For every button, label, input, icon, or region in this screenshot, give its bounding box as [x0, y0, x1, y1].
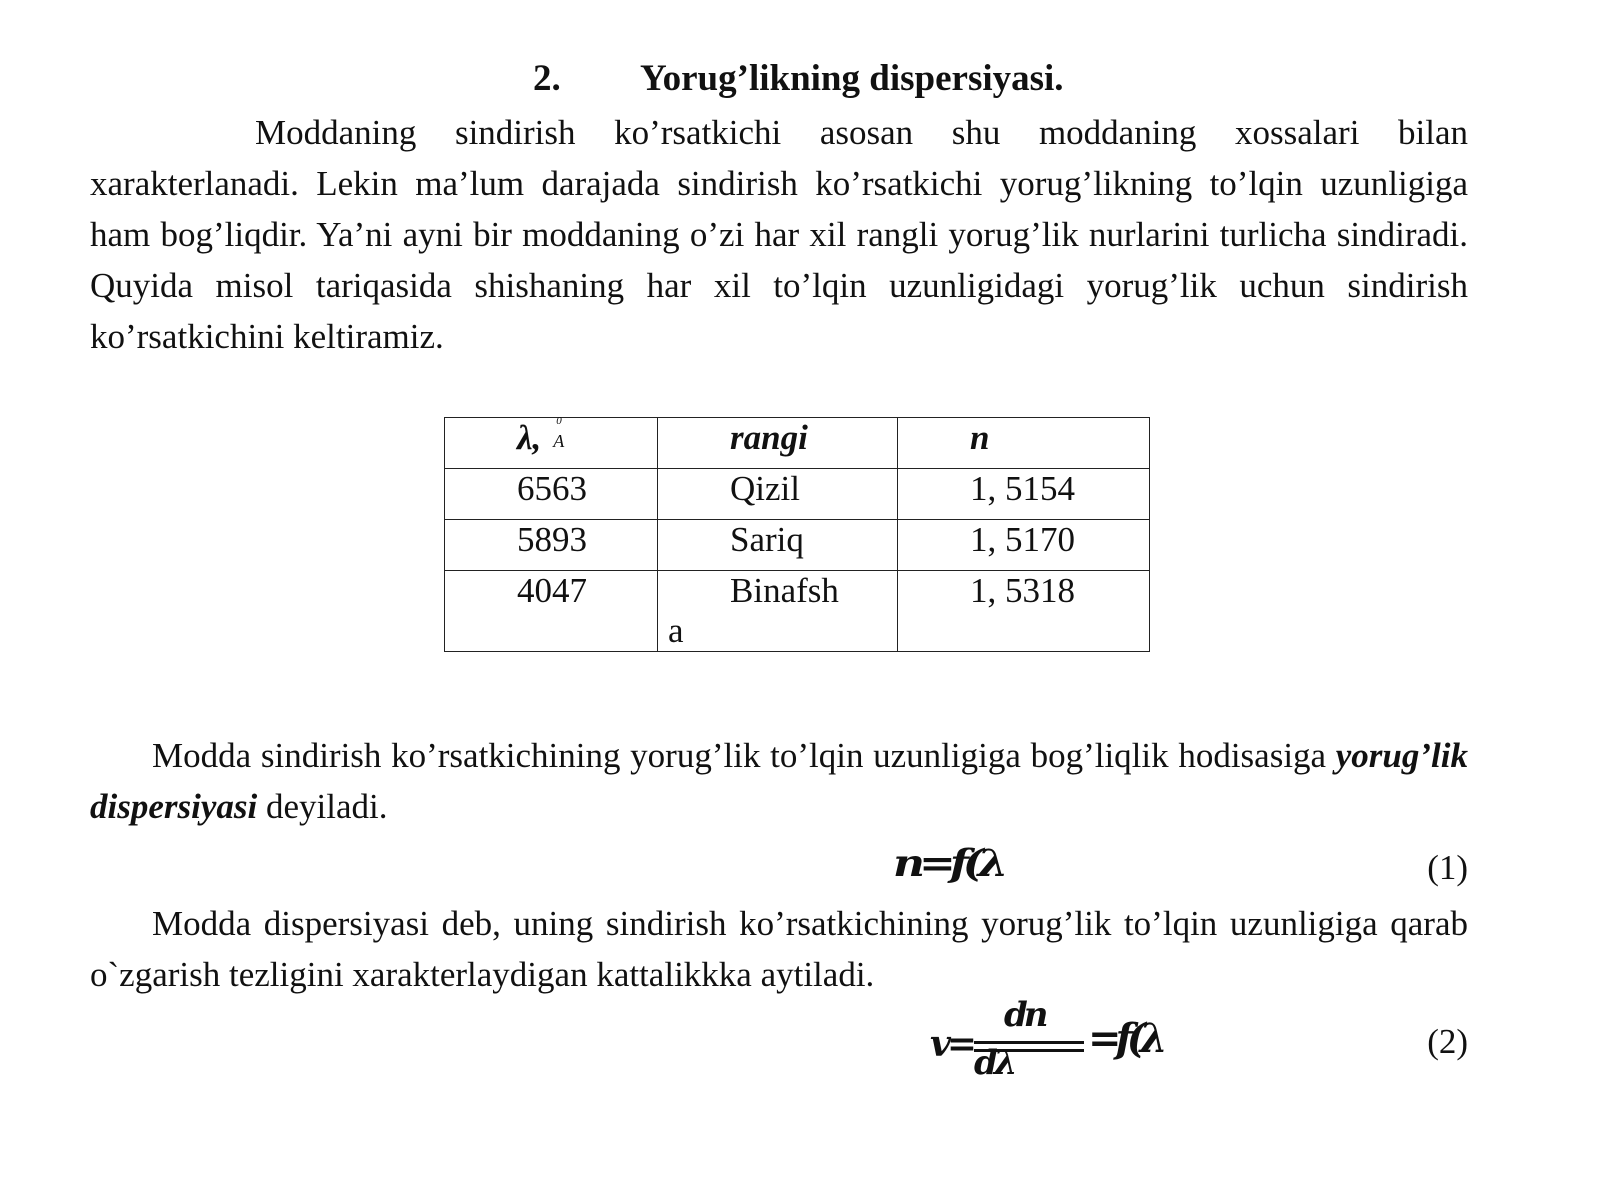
intro-paragraph: Moddaning sindirish ko’rsatkichi asosan shu moddaning xossalari bilan xarakterlanadi. Lekin ma’lum darajada sindirish ko’rsatkichi yorug’likning to’lqin uzunligiga ham bog’liqdir. Ya’ni ayni bir moddaning o’zi har xil rangli yorug’lik nurlarini turlicha sindiradi. Quyida misol tariqasida shishaning har xil to’lqin uzunligidagi yorug’lik uchun sindirish ko’rsatkichini keltiramiz.: [90, 113, 1468, 356]
table-row: [445, 571, 1150, 652]
cell-color: Qizil: [658, 469, 898, 520]
lambda-symbol: λ,: [517, 418, 542, 457]
equation-number-1: (1): [1427, 848, 1468, 887]
header-color: rangi: [658, 418, 898, 469]
header-n: n: [898, 418, 1150, 469]
cell-color: [658, 571, 898, 652]
cell-wavelength: 4047: [445, 571, 658, 652]
cell-n: 1, 5154: [898, 469, 1150, 520]
cell-color-text: Binafsh: [730, 571, 839, 610]
angstrom-letter: A: [553, 431, 565, 451]
formula-2-numerator: dn: [1004, 995, 1045, 1035]
definition-text: Modda sindirish ko’rsatkichining yorug’lik to’lqin uzunligiga bog’liqlik hodisasiga: [152, 736, 1327, 775]
dispersion-paragraph: Modda dispersiyasi deb, uning sindirish ko’rsatkichining yorug’lik to’lqin uzunligiga qarab o`zgarish tezligini xarakterlaydigan kattalikkka aytiladi.: [90, 904, 1468, 994]
definition-paragraph: [90, 730, 1468, 832]
cell-wavelength: 5893: [445, 520, 658, 571]
angstrom-ring: 0: [556, 415, 562, 427]
table-row: [445, 520, 1150, 571]
header-wavelength: [445, 415, 658, 469]
formula-2-rhs: =f(λ: [1088, 1015, 1162, 1062]
formula-1: n=f(λ: [893, 841, 1003, 886]
formula-2-denominator: dλ: [974, 1043, 1014, 1083]
formula-2: [930, 995, 1170, 1085]
cell-color: Sariq: [658, 520, 898, 571]
section-title: Yorug’likning dispersiyasi.: [640, 58, 1064, 99]
angstrom-unit: [553, 415, 565, 452]
section-number: 2.: [533, 58, 561, 99]
dispersion-table: [444, 417, 1150, 652]
definition-term: yorug’lik dispersiyasi: [90, 736, 1468, 826]
cell-n: 1, 5170: [898, 520, 1150, 571]
equation-number-2: (2): [1427, 1022, 1468, 1061]
cell-wavelength: 6563: [445, 469, 658, 520]
table-row: [445, 469, 1150, 520]
cell-color-wrap: a: [668, 611, 684, 650]
definition-tail: deyiladi.: [265, 787, 388, 826]
table-header-row: [445, 418, 1150, 469]
cell-n: 1, 5318: [898, 571, 1150, 652]
formula-2-lhs: v=: [930, 1023, 974, 1065]
